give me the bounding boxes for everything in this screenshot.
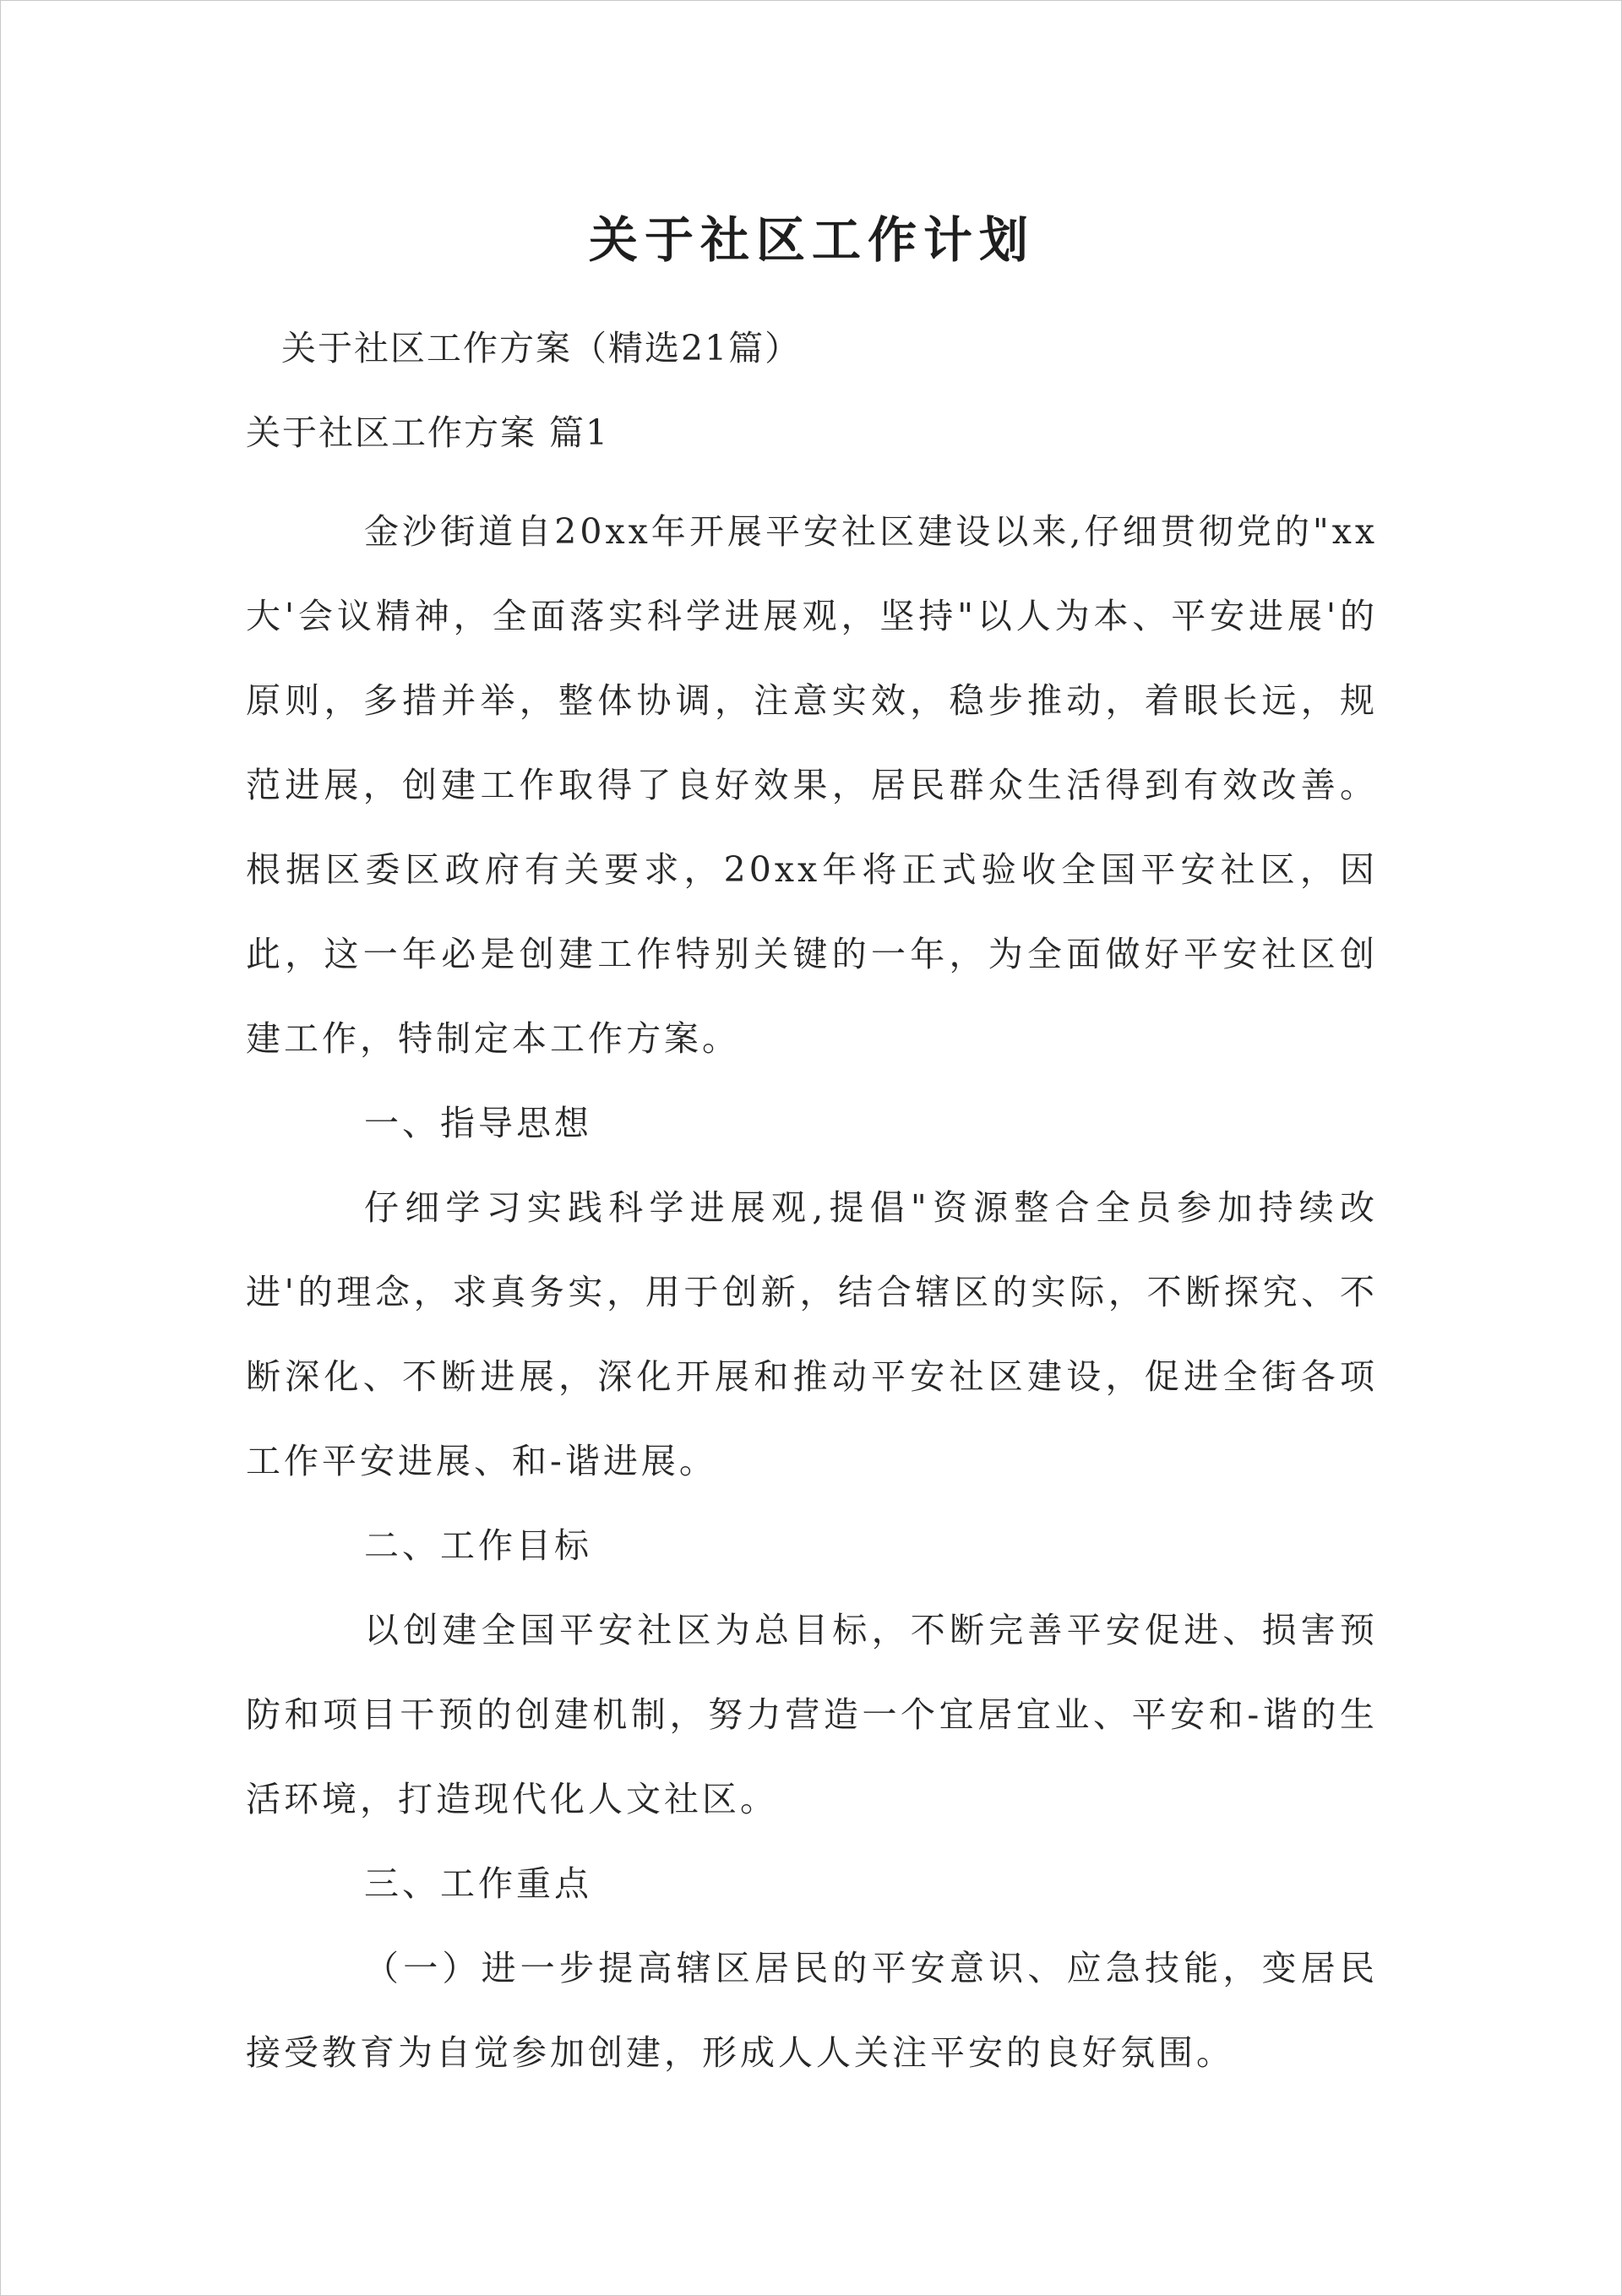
- section-title: 关于社区工作方案 篇1: [246, 412, 610, 453]
- document-body: [246, 489, 1378, 2095]
- heading-work-focus: 三、工作重点: [364, 1863, 592, 1904]
- paragraph-guiding-thought: 仔细学习实践科学进展观,提倡"资源整合全员参加持续改进'的理念，求真务实，用于创新，结合辖区的实际，不断探究、不断深化、不断进展，深化开展和推动平安社区建设，促进全街各项工作平安进展、和-谐进展。: [246, 1187, 1378, 1481]
- document-subtitle: 关于社区工作方案（精选21篇）: [281, 328, 802, 368]
- heading-guiding-thought: 一、指导思想: [364, 1103, 592, 1143]
- heading-work-goals: 二、工作目标: [364, 1525, 592, 1566]
- paragraph-work-goals: 以创建全国平安社区为总目标，不断完善平安促进、损害预防和项目干预的创建机制，努力营造一个宜居宜业、平安和-谐的生活环境，打造现代化人文社区。: [246, 1610, 1378, 1819]
- paragraph-work-focus-1: （一）进一步提高辖区居民的平安意识、应急技能，变居民接受教育为自觉参加创建，形成人人关注平安的良好氛围。: [246, 1948, 1378, 2073]
- paragraph-intro: 金沙街道自20xx年开展平安社区建设以来,仔细贯彻党的"xx大'会议精神，全面落实科学进展观，坚持"以人为本、平安进展'的原则，多措并举，整体协调，注意实效，稳步推动，着眼长远，规范进展，创建工作取得了良好效果，居民群众生活得到有效改善。根据区委区政府有关要求，20xx年将正式验收全国平安社区，因此，这一年必是创建工作特别关键的一年，为全面做好平安社区创建工作，特制定本工作方案。: [246, 511, 1378, 1059]
- document-title: 关于社区工作计划: [588, 211, 1035, 269]
